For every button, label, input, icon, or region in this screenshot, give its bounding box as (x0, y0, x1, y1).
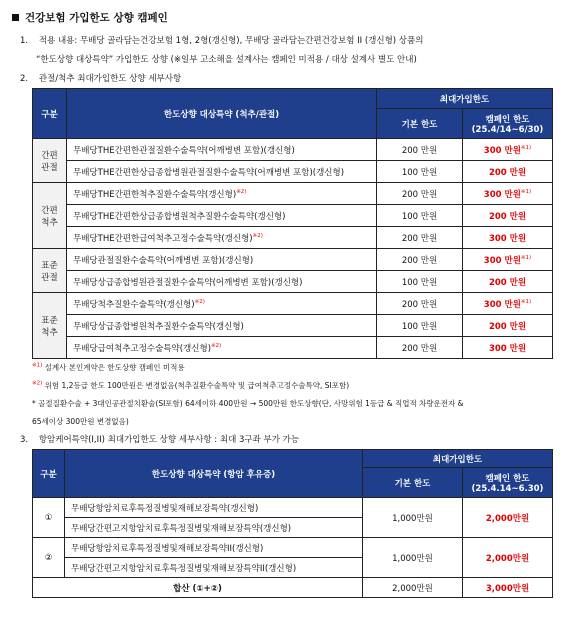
table-row (33, 538, 553, 558)
campaign-limit: 2,000만원 (463, 538, 553, 578)
table-row (33, 315, 553, 337)
total-row (33, 578, 553, 598)
table-row (33, 498, 553, 518)
item-1-number: 1. (20, 36, 29, 46)
item-2 (20, 72, 181, 84)
table-row (33, 249, 553, 271)
campaign-limit: 200 만원 (463, 205, 553, 227)
campaign-limit: 300 만원 (463, 227, 553, 249)
header-rider: 한도상향 대상특약 (척추/관절) (67, 89, 377, 139)
table-row (33, 183, 553, 205)
header-campaign-limit (463, 468, 553, 498)
total-base-limit: 2,000만원 (363, 578, 463, 598)
table-row (33, 205, 553, 227)
campaign-limit: 300 만원$^{※1)}$ (463, 249, 553, 271)
header-base-limit: 기본 한도 (377, 109, 463, 139)
campaign-limit: 200 만원 (463, 271, 553, 293)
note-2: $^{※2)}$ 위험 1,2등급 한도 100만원은 변경없음(척추질환수술특약 및 급여척추고정수술특약, SI포함) (32, 380, 350, 390)
table-row (33, 227, 553, 249)
base-limit: 100 만원 (377, 161, 463, 183)
base-limit: 200 만원 (377, 337, 463, 359)
rider-name: 무배당THE간편한관절질환수술특약(어깨병변 포함)(갱신형) (67, 139, 377, 161)
group-cell: 간편 관절 (33, 139, 67, 183)
page-title (12, 10, 168, 25)
base-limit: 100 만원 (377, 205, 463, 227)
header-max-limit: 최대가입한도 (377, 89, 553, 109)
campaign-limit: 200 만원 (463, 315, 553, 337)
campaign-limit: 300 만원 (463, 337, 553, 359)
header-rider: 한도상향 대상특약 (항암 후유증) (65, 450, 363, 498)
rider-name: 무배당관절질환수술특약(어깨병변 포함)(갱신형) (67, 249, 377, 271)
header-campaign-label: 캠페인 한도 (485, 473, 530, 484)
header-group: 구분 (33, 89, 67, 139)
rider-name: 무배당THE간편한상급종합병원관절질환수술특약(어깨병변 포함)(갱신형) (67, 161, 377, 183)
header-campaign-period: (25.4/14~6/30) (471, 124, 544, 135)
item-1-text: 적용 내용: 무배당 골라담는건강보험 1형, 2형(갱신형), 무배당 골라담는간편건강보험 II (갱신형) 상품의 (38, 36, 424, 46)
campaign-limit: 2,000만원 (463, 498, 553, 538)
group-cell: 간편 척추 (33, 183, 67, 249)
rider-name: 무배당급여척추고정수술특약(갱신형)$^{※2)}$ (67, 337, 377, 359)
group-cell: 표준 척추 (33, 293, 67, 359)
note-1: $^{※1)}$ 설계사 본인계약은 한도상향 캠페인 미적용 (32, 362, 185, 372)
header-group: 구분 (33, 450, 65, 498)
group-cell: ① (33, 498, 65, 538)
group-cell: ② (33, 538, 65, 578)
base-limit: 100 만원 (377, 271, 463, 293)
rider-name: 무배당THE간편한급여척추고정수술특약(갱신형)$^{※2)}$ (67, 227, 377, 249)
table-row (33, 293, 553, 315)
rider-name: 무배당상급종합병원척추질환수술특약(갱신형) (67, 315, 377, 337)
item-3-text: 항암케어특약(I,II) 최대가입한도 상향 세부사항 : 최대 3구좌 부가 가능 (38, 435, 300, 445)
rider-name: 무배당THE간편한척추질환수술특약(갱신형)$^{※2)}$ (67, 183, 377, 205)
item-3 (20, 433, 299, 445)
page-title-text: 건강보험 가입한도 상향 캠페인 (25, 12, 168, 24)
header-campaign-limit (463, 109, 553, 139)
table-row (33, 139, 553, 161)
table-row (33, 337, 553, 359)
rider-name: 무배당상급종합병원관절질환수술특약(어깨병변 포함)(갱신형) (67, 271, 377, 293)
item-2-text: 관절/척추 최대가입한도 상향 세부사항 (38, 74, 182, 84)
total-campaign-limit: 3,000만원 (463, 578, 553, 598)
square-bullet-icon (12, 14, 19, 21)
table-row (33, 271, 553, 293)
base-limit: 1,000만원 (363, 498, 463, 538)
base-limit: 200 만원 (377, 139, 463, 161)
base-limit: 200 만원 (377, 249, 463, 271)
base-limit: 200 만원 (377, 183, 463, 205)
campaign-limit: 200 만원 (463, 161, 553, 183)
rider-name: 무배당항암치료후특정질병및재해보장특약(갱신형) (65, 498, 363, 518)
table-cancer-care (32, 449, 553, 598)
table-joint-spine (32, 88, 553, 359)
item-1-text-2: “한도상향 대상특약” 가입한도 상향 (※일부 고소해을 설계사는 캠페인 미적용 / 대상 설계사 별도 안내) (36, 55, 417, 65)
note-3: * 골절질환수술 + 3대인공관절치환술(SI포함) 64세이하 400만원 → 500만원 한도상향(단, 사망위험 1등급 & 직업적 차량운전자 & (32, 399, 464, 408)
header-max-limit: 최대가입한도 (363, 450, 553, 468)
base-limit: 1,000만원 (363, 538, 463, 578)
campaign-limit: 300 만원$^{※1)}$ (463, 183, 553, 205)
item-3-number: 3. (20, 435, 29, 445)
base-limit: 200 만원 (377, 227, 463, 249)
rider-name: 무배당척추질환수술특약(갱신형)$^{※2)}$ (67, 293, 377, 315)
rider-name: 무배당간편고지항암치료후특정질병및재해보장특약(갱신형) (65, 518, 363, 538)
item-1 (20, 34, 423, 46)
rider-name: 무배당항암치료후특정질병및재해보장특약II(갱신형) (65, 538, 363, 558)
base-limit: 200 만원 (377, 293, 463, 315)
total-label: 합산 (①+②) (33, 578, 363, 598)
note-4: 65세이상 300만원 변경없음) (32, 417, 129, 426)
item-2-number: 2. (20, 74, 29, 84)
campaign-limit: 300 만원$^{※1)}$ (463, 293, 553, 315)
rider-name: 무배당THE간편한상급종합병원척추질환수술특약(갱신형) (67, 205, 377, 227)
header-campaign-period: (25.4.14~6.30) (471, 483, 544, 494)
header-campaign-label: 캠페인 한도 (485, 114, 530, 125)
campaign-limit: 300 만원$^{※1)}$ (463, 139, 553, 161)
rider-name: 무배당간편고지항암치료후특정질병및재해보장특약II(갱신형) (65, 558, 363, 578)
base-limit: 100 만원 (377, 315, 463, 337)
table-row (33, 161, 553, 183)
group-cell: 표준 관절 (33, 249, 67, 293)
header-base-limit: 기본 한도 (363, 468, 463, 498)
